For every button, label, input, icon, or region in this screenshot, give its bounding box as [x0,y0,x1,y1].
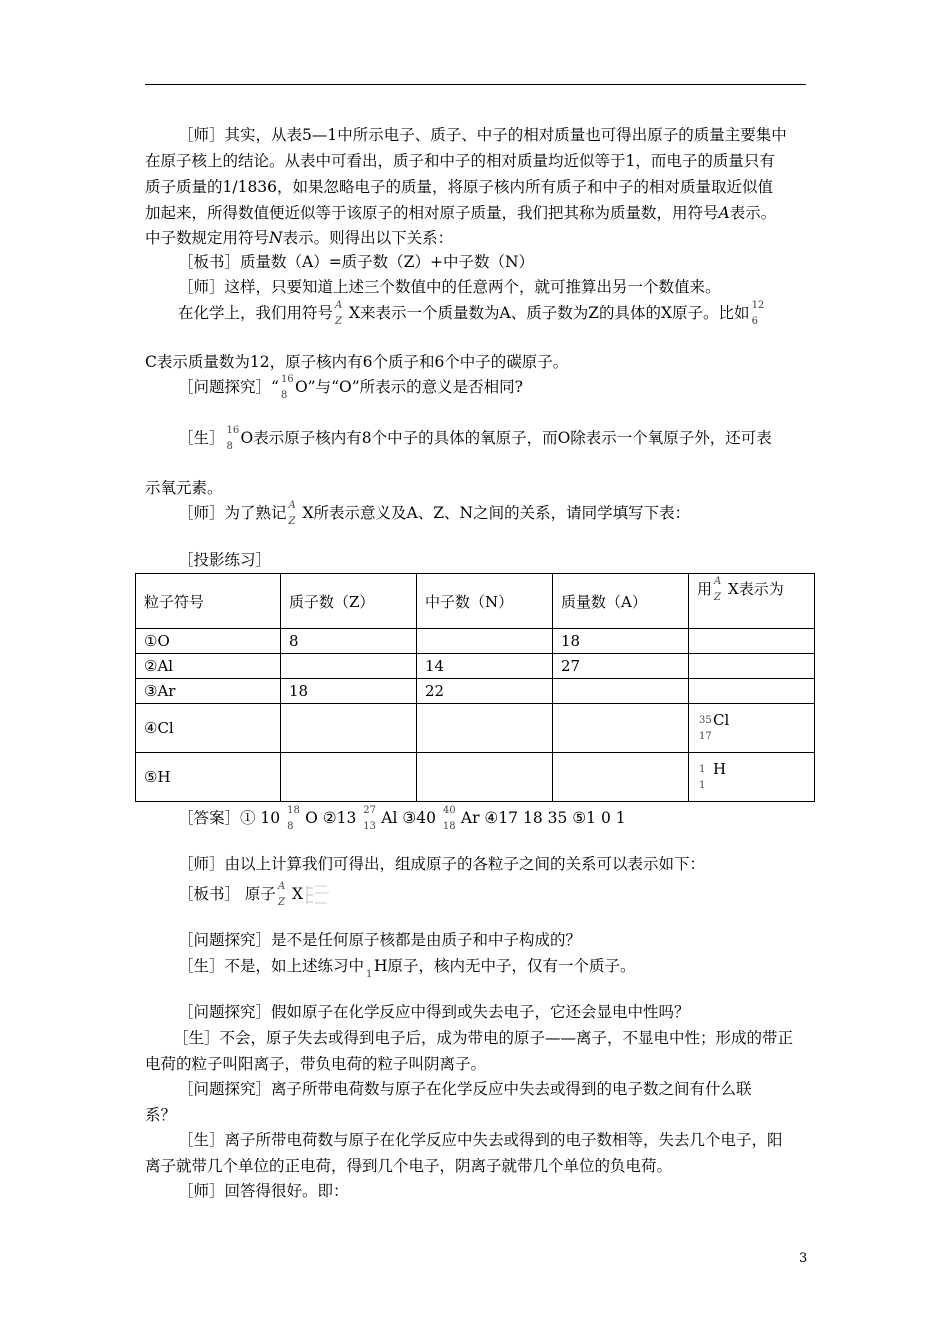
table-cell [553,704,689,753]
text: ［师］为了熟记 [178,504,287,522]
section-label: ［投影练习］ [178,551,272,569]
paragraph: 质子质量的1/1836，如果忽略电子的质量，将原子核内所有质子和中子的相对质量取近似值 [145,178,774,196]
text: O表示原子核内有8个中子的具体的氧原子，而O除表示一个氧原子外，还可表 [240,429,772,447]
isotope-notation [697,714,713,742]
table-cell [417,704,553,753]
paragraph: 在原子核上的结论。从表中可看出，质子和中子的相对质量均近似等于1，而电子的质量只有 [145,152,775,170]
mass-number: 16 [280,374,294,385]
isotope-notation [287,500,303,527]
table-cell [553,679,689,704]
table-cell [689,679,815,704]
page-number: 3 [799,1251,808,1266]
mass-number: 40 [442,805,456,816]
isotope-notation [333,300,349,327]
board-note: ［板书］质量数（A）=质子数（Z）+中子数（N） [178,253,535,271]
atomic-number: 17 [699,730,712,742]
mass-number: A [714,576,722,587]
table-cell: 18 [281,679,417,704]
paragraph [145,300,843,326]
isotope-notation [750,300,766,327]
text: O ②13 [305,809,362,827]
header-cell: 质子数（Z） [281,574,417,629]
question [145,374,843,400]
answer: ［生］不会，原子失去或得到电子后，成为带电的原子——离子，不显电中性；形成的带正 [173,1029,794,1047]
table-cell [281,654,417,679]
mass-number: A [288,500,296,511]
element-symbol: H [713,759,727,778]
text: Ar ④17 18 35 ⑤1 0 1 [460,809,626,827]
mass-number: A [277,881,286,892]
table-cell: 8 [281,629,417,654]
atomic-number: Z [288,516,296,527]
table-cell: ③Ar [136,679,281,704]
table-cell: 18 [553,629,689,654]
text: Al ③40 [381,809,441,827]
mass-number: 16 [226,425,240,436]
table-cell [689,654,815,679]
paragraph: ［师］由以上计算我们可得出，组成原子的各粒子之间的关系可以表示如下： [178,855,706,873]
atomic-number: Z [714,592,721,603]
question: ［问题探究］离子所带电荷数与原子在化学反应中失去或得到的电子数之间有什么联 [178,1080,752,1098]
text: 加起来，所得数值便近似等于该原子的相对原子质量，我们把其称为质量数，用符号 [145,204,719,222]
table-cell [689,629,815,654]
table-row [136,629,815,654]
text: O”与“O”所表示的意义是否相同? [294,378,523,396]
paragraph: 示氧元素。 [145,479,223,497]
text: X所表示意义及A、Z、N之间的关系，请同学填写下表： [302,504,691,522]
symbol-A: A [718,204,730,222]
atomic-number: 13 [363,821,376,832]
mass-number: 18 [287,805,300,816]
isotope-notation [697,763,713,791]
text: ［板书］ 原子 [178,885,276,903]
isotope-notation [285,805,305,832]
table-cell [281,704,417,753]
answer [145,953,843,979]
atomic-number: 6 [751,316,758,327]
text: 中子数规定用符号 [145,229,270,247]
composition-diagram [303,882,333,908]
paragraph [145,200,810,226]
paragraph: C表示质量数为12，原子核内有6个质子和6个中子的碳原子。 [145,353,569,371]
table-cell: ①O [136,629,281,654]
paragraph: 系？ [145,1106,177,1124]
text: X表示为 [728,580,784,598]
paragraph [145,225,810,251]
board-note [145,881,843,908]
table-cell: 14 [417,654,553,679]
atomic-number: Z [277,897,285,908]
table-row [136,654,815,679]
isotope-notation [364,958,374,980]
paragraph: ［师］其实，从表5—1中所示电子、质子、中子的相对质量也可得出原子的质量主要集中 [178,126,787,144]
paragraph: ［师］这样，只要知道上述三个数值中的任意两个，就可推算出另一个数值来。 [178,278,721,296]
table-cell [417,629,553,654]
text: X来表示一个质量数为A、质子数为Z的具体的X原子。比如 [349,304,750,322]
text: 在化学上，我们用符号 [178,304,334,322]
header-rule [145,84,806,85]
table-row [136,679,815,704]
atomic-number: 18 [442,821,456,832]
exercise-table [135,573,815,802]
text: 表示。则得出以下关系： [282,229,454,247]
table-cell: ④Cl [136,704,281,753]
text: ［问题探究］“ [178,378,279,396]
header-cell: 粒子符号 [136,574,281,629]
question: ［问题探究］假如原子在化学反应中得到或失去电子，它还会显电中性吗？ [178,1003,690,1021]
answer [145,425,843,451]
isotope-notation [361,805,381,832]
isotope-notation [276,881,292,908]
atomic-number: 8 [287,821,294,832]
paragraph: ［师］回答得很好。即： [178,1182,349,1200]
table-cell: 22 [417,679,553,704]
paragraph: 离子就带几个单位的正电荷，得到几个电子，阴离子就带几个单位的负电荷。 [145,1157,673,1175]
element-symbol: Cl [713,710,730,729]
isotope-notation [279,374,295,401]
table-cell [553,753,689,802]
atomic-number: 8 [280,390,288,401]
table-row [136,704,815,753]
table-cell [689,753,815,802]
table-cell [689,704,815,753]
atomic-number: 8 [226,441,233,452]
mass-number: A [335,300,343,311]
text: ［生］不是，如上述练习中 [178,957,365,975]
mass-number: 1 [699,763,706,775]
text: H原子，核内无中子，仅有一个质子。 [374,957,636,975]
text: 表示。 [729,204,777,222]
mass-number: 27 [363,805,376,816]
paragraph [145,500,843,526]
isotope-notation [712,576,728,603]
table-cell: 27 [553,654,689,679]
isotope-notation [441,805,461,832]
answer-key [145,805,843,831]
text: ［生］ [178,429,225,447]
text: 用 [697,580,713,598]
table-cell: ②Al [136,654,281,679]
text: X [291,885,303,903]
atomic-number: 1 [366,969,373,980]
answer: ［生］离子所带电荷数与原子在化学反应中失去或得到的电子数相等，失去几个电子，阳 [178,1131,783,1149]
table-cell: ⑤H [136,753,281,802]
question: ［问题探究］是不是任何原子核都是由质子和中子构成的？ [178,931,582,949]
header-cell [689,574,815,629]
table-cell [417,753,553,802]
mass-number: 35 [699,714,712,726]
table-row [136,753,815,802]
table-header-row [136,574,815,629]
atomic-number: Z [335,316,342,327]
symbol-N: N [269,229,283,247]
atomic-number: 1 [699,779,706,791]
header-cell: 质量数（A） [553,574,689,629]
table-cell [281,753,417,802]
isotope-notation [225,425,241,452]
paragraph: 电荷的粒子叫阳离子，带负电荷的粒子叫阴离子。 [145,1055,487,1073]
text: ［答案］① 10 [178,809,286,827]
mass-number: 12 [751,300,765,311]
header-cell: 中子数（N） [417,574,553,629]
